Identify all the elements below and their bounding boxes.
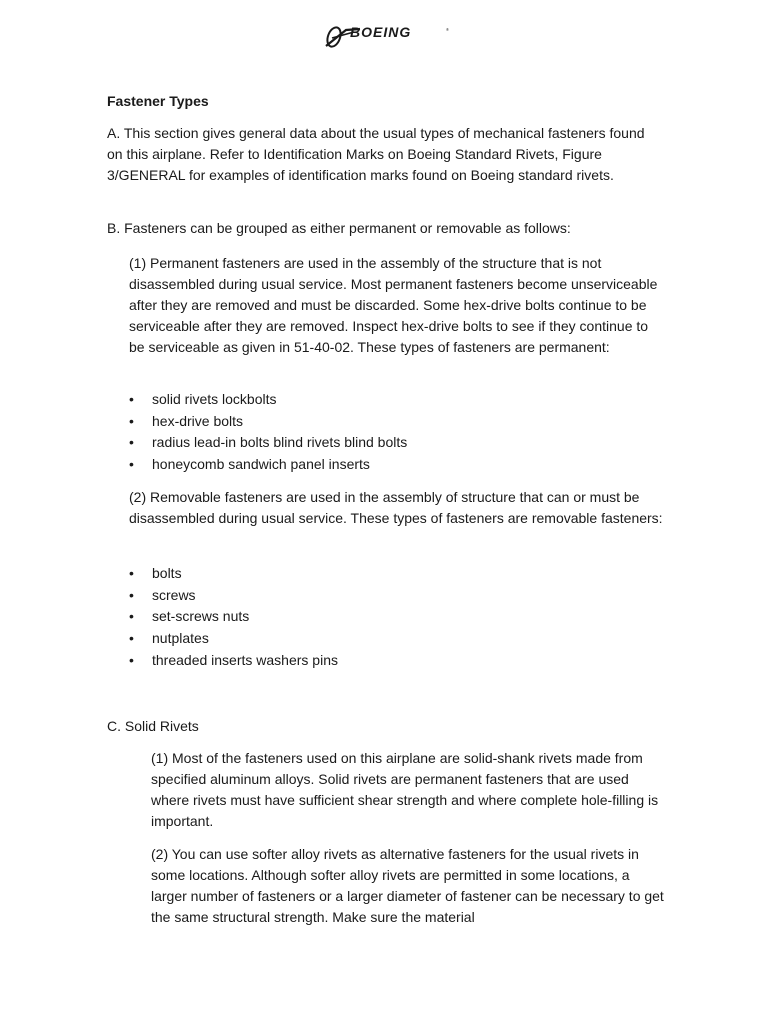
list-item: • hex-drive bolts xyxy=(129,411,407,433)
list-item: • threaded inserts washers pins xyxy=(129,650,338,672)
paragraph-c2: (2) You can use softer alloy rivets as alternative fasteners for the usual rivets in some locations. Although softer alloy rivets are permitted in some locations, a larger number of fasteners or a larger diameter of fastener can be necessary to get the same structural strength. Make sure the material xyxy=(151,846,664,925)
list-item: • solid rivets lockbolts xyxy=(129,389,407,411)
list-item: • nutplates xyxy=(129,628,338,650)
paragraph-b2: (2) Removable fasteners are used in the assembly of structure that can or must be disassembled during usual service. These types of fasteners are removable fasteners: xyxy=(129,489,663,526)
list-item: • set-screws nuts xyxy=(129,606,338,628)
paragraph-c1: (1) Most of the fasteners used on this airplane are solid-shank rivets made from specified aluminum alloys. Solid rivets are permanent fasteners that are used where rivets must have sufficient shear strength and where complete hole-filling is important. xyxy=(151,750,659,829)
list-item: • radius lead-in bolts blind rivets blind bolts xyxy=(129,432,407,454)
boeing-logo xyxy=(320,20,460,52)
permanent-fasteners-list xyxy=(129,389,407,476)
list-item: • bolts xyxy=(129,563,338,585)
boeing-wordmark: BOEING xyxy=(350,24,412,40)
list-item: • screws xyxy=(129,585,338,607)
removable-fasteners-list xyxy=(129,563,338,671)
registered-mark-icon: ® xyxy=(446,27,449,32)
paragraph-a: A. This section gives general data about the usual types of mechanical fasteners found on this airplane. Refer to Identification Marks on Boeing Standard Rivets, Figure 3/GENERAL for examples of identification marks found on Boeing standard rivets. xyxy=(107,125,645,183)
section-heading: Fastener Types xyxy=(107,93,209,109)
paragraph-b: B. Fasteners can be grouped as either permanent or removable as follows: xyxy=(107,220,571,236)
list-item: • honeycomb sandwich panel inserts xyxy=(129,454,407,476)
paragraph-b1: (1) Permanent fasteners are used in the assembly of the structure that is not disassembled during usual service. Most permanent fasteners become unserviceable after they are removed and must be discarded. Some hex-drive bolts continue to be serviceable after they are removed. Inspect hex-drive bolts to see if they continue to be serviceable as given in 51-40-02. These types of fasteners are permanent: xyxy=(129,255,658,355)
paragraph-c: C. Solid Rivets xyxy=(107,718,199,734)
